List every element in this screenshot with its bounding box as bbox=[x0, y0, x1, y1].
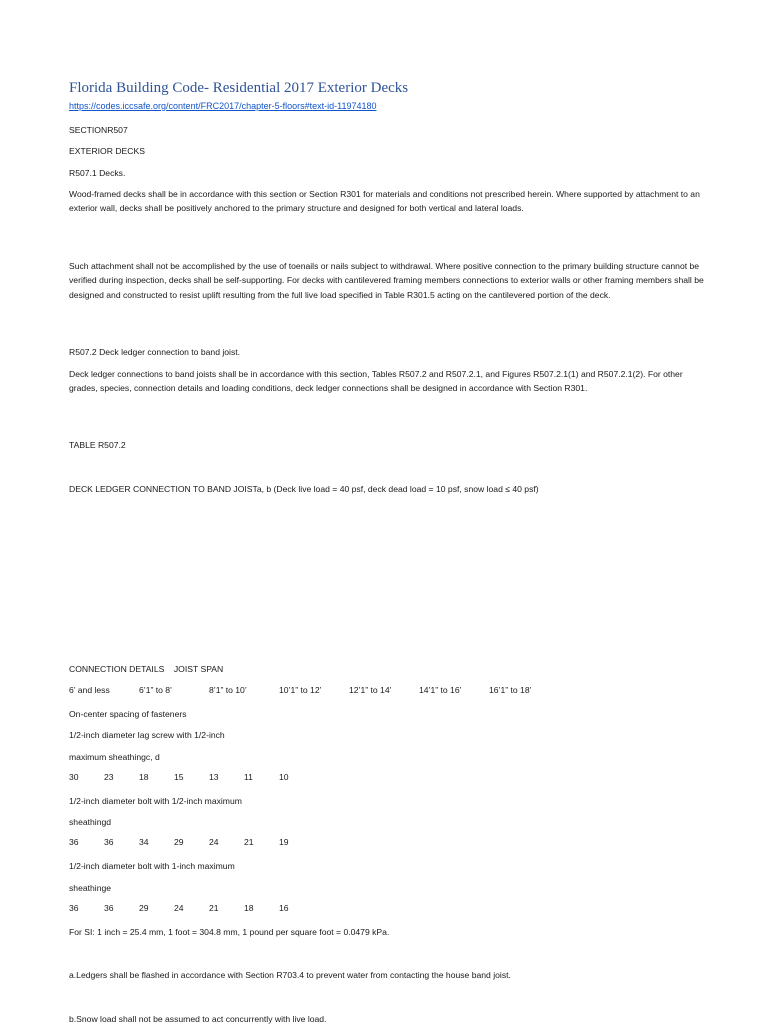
table-label: TABLE R507.2 bbox=[69, 440, 126, 450]
table-cell: 24 bbox=[209, 837, 219, 847]
table-cell: 29 bbox=[174, 837, 184, 847]
table-cell: 21 bbox=[244, 837, 254, 847]
row-label: 1/2-inch diameter lag screw with 1/2-inch bbox=[69, 730, 225, 740]
span-cell: 16’1” to 18’ bbox=[489, 685, 532, 695]
span-cell: 10’1” to 12’ bbox=[279, 685, 322, 695]
table-cell: 13 bbox=[209, 772, 219, 782]
table-cell: 18 bbox=[139, 772, 149, 782]
table-cell: 36 bbox=[104, 837, 114, 847]
r5071-paragraph-2: Such attachment shall not be accomplished by the use of toenails or nails subject to withdrawal. Where positive connection to the primary building structure cannot be verified during inspection, decks shall be self-supporting. For decks with cantilevered framing members connections to exterior walls or other framing members shall be designed and constructed to resist uplift resulting from the full live load specified in Table R301.5 acting on the cantilevered portion of the deck. bbox=[69, 261, 704, 300]
section-label: SECTIONR507 bbox=[69, 125, 128, 135]
table-cell: 24 bbox=[174, 903, 184, 913]
table-cell: 29 bbox=[139, 903, 149, 913]
span-cell: 14’1” to 16’ bbox=[419, 685, 462, 695]
si-conversion-note: For SI: 1 inch = 25.4 mm, 1 foot = 304.8 mm, 1 pound per square foot = 0.0479 kPa. bbox=[69, 927, 390, 937]
r5072-paragraph: Deck ledger connections to band joists shall be in accordance with this section, Tables R507.2 and R507.2.1, and Figures R507.2.1(1) and R507.2.1(2). For other grades, species, connection details and loading conditions, deck ledger connections shall be designed in accordance with Section R301. bbox=[69, 369, 683, 394]
table-cell: 10 bbox=[279, 772, 289, 782]
table-cell: 36 bbox=[69, 903, 79, 913]
r5071-title: R507.1 Decks. bbox=[69, 168, 126, 178]
r5072-title: R507.2 Deck ledger connection to band joist. bbox=[69, 347, 241, 357]
document-title: Florida Building Code- Residential 2017 Exterior Decks bbox=[69, 80, 409, 96]
row-label: sheathinge bbox=[69, 883, 112, 893]
table-cell: 19 bbox=[279, 837, 289, 847]
table-cell: 36 bbox=[104, 903, 114, 913]
footnote-b: b.Snow load shall not be assumed to act concurrently with live load. bbox=[69, 1014, 327, 1024]
table-cell: 36 bbox=[69, 837, 79, 847]
row-label: maximum sheathingc, d bbox=[69, 752, 160, 762]
table-cell: 34 bbox=[139, 837, 149, 847]
table-cell: 23 bbox=[104, 772, 114, 782]
table-cell: 30 bbox=[69, 772, 79, 782]
table-caption: DECK LEDGER CONNECTION TO BAND JOISTa, b (Deck live load = 40 psf, deck dead load = 10 psf, snow load ≤ 40 psf) bbox=[69, 484, 539, 494]
r5071-paragraph-1: Wood-framed decks shall be in accordance with this section or Section R301 for materials and conditions not prescribed herein. Where supported by attachment to an exterior wall, decks shall be positively anchored to the primary structure and designed for both vertical and lateral loads. bbox=[69, 189, 700, 214]
table-cell: 21 bbox=[209, 903, 219, 913]
source-link[interactable]: https://codes.iccsafe.org/content/FRC2017/chapter-5-floors#text-id-11974180 bbox=[69, 101, 377, 111]
row-label: sheathingd bbox=[69, 817, 112, 827]
span-cell: 6’1” to 8’ bbox=[139, 685, 172, 695]
table-cell: 18 bbox=[244, 903, 254, 913]
row-label: 1/2-inch diameter bolt with 1/2-inch maximum bbox=[69, 796, 242, 806]
table-header: CONNECTION DETAILS JOIST SPAN bbox=[69, 664, 224, 674]
table-cell: 11 bbox=[244, 772, 253, 782]
row-label: 1/2-inch diameter bolt with 1-inch maximum bbox=[69, 861, 235, 871]
spacing-label: On-center spacing of fasteners bbox=[69, 709, 187, 719]
table-cell: 15 bbox=[174, 772, 184, 782]
section-heading: EXTERIOR DECKS bbox=[69, 146, 145, 156]
table-cell: 16 bbox=[279, 903, 289, 913]
span-cell: 6’ and less bbox=[69, 685, 110, 695]
span-cell: 8’1” to 10’ bbox=[209, 685, 247, 695]
span-cell: 12’1” to 14’ bbox=[349, 685, 392, 695]
footnote-a: a.Ledgers shall be flashed in accordance with Section R703.4 to prevent water from contacting the house band joist. bbox=[69, 970, 511, 980]
